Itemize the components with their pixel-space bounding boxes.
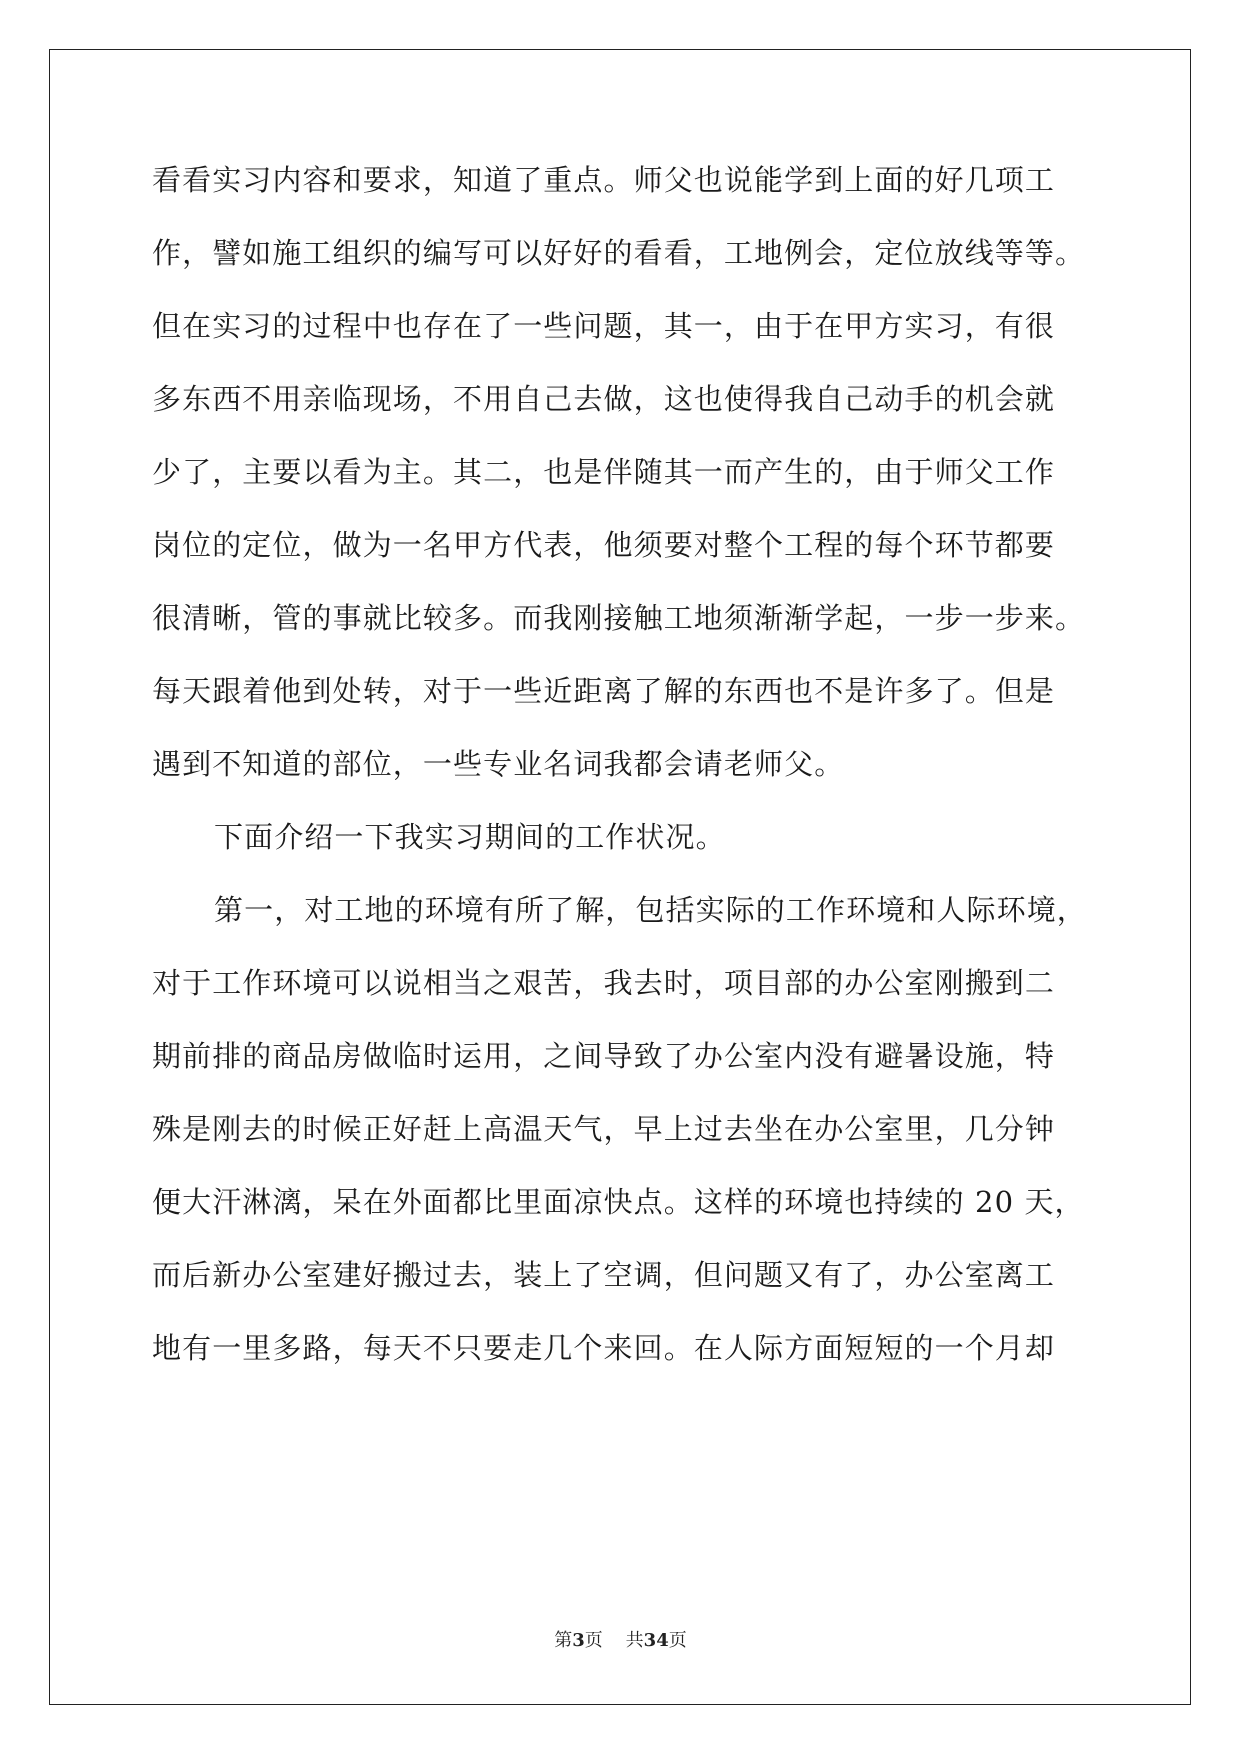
paragraph-first-line: 第一，对工地的环境有所了解，包括实际的工作环境和人际环境，: [214, 893, 1087, 927]
text-line: 便大汗淋漓，呆在外面都比里面凉快点。这样的环境也持续的 20 天，: [152, 1185, 1085, 1219]
text-line: 地有一里多路，每天不只要走几个来回。在人际方面短短的一个月却: [152, 1331, 1056, 1365]
text-line: 多东西不用亲临现场，不用自己去做，这也使得我自己动手的机会就: [152, 382, 1056, 416]
footer-suffix: 页: [668, 1630, 687, 1651]
footer-middle: 页 共: [584, 1630, 644, 1651]
current-page-number: 3: [572, 1630, 585, 1651]
text-line: 很清晰，管的事就比较多。而我刚接触工地须渐渐学起，一步一步来。: [152, 601, 1086, 635]
text-line: 少了，主要以看为主。其二，也是伴随其一而产生的，由于师父工作: [152, 455, 1056, 489]
footer-prefix: 第: [554, 1630, 573, 1651]
text-line: 遇到不知道的部位，一些专业名词我都会请老师父。: [152, 747, 845, 781]
text-line: 殊是刚去的时候正好赶上高温天气，早上过去坐在办公室里，几分钟: [152, 1112, 1056, 1146]
text-line: 对于工作环境可以说相当之艰苦，我去时，项目部的办公室刚搬到二: [152, 966, 1056, 1000]
text-line: 岗位的定位，做为一名甲方代表，他须要对整个工程的每个环节都要: [152, 528, 1056, 562]
page-border: [49, 49, 1191, 1705]
page-footer: [0, 1629, 1241, 1653]
text-line: 看看实习内容和要求，知道了重点。师父也说能学到上面的好几项工: [152, 163, 1056, 197]
paragraph-first-line: 下面介绍一下我实习期间的工作状况。: [214, 820, 726, 854]
text-line: 期前排的商品房做临时运用，之间导致了办公室内没有避暑设施，特: [152, 1039, 1056, 1073]
total-page-count: 34: [643, 1630, 669, 1651]
text-line: 但在实习的过程中也存在了一些问题，其一，由于在甲方实习，有很: [152, 309, 1056, 343]
text-line: 作，譬如施工组织的编写可以好好的看看，工地例会，定位放线等等。: [152, 236, 1086, 270]
text-line: 每天跟着他到处转，对于一些近距离了解的东西也不是许多了。但是: [152, 674, 1056, 708]
text-line: 而后新办公室建好搬过去，装上了空调，但问题又有了，办公室离工: [152, 1258, 1056, 1292]
